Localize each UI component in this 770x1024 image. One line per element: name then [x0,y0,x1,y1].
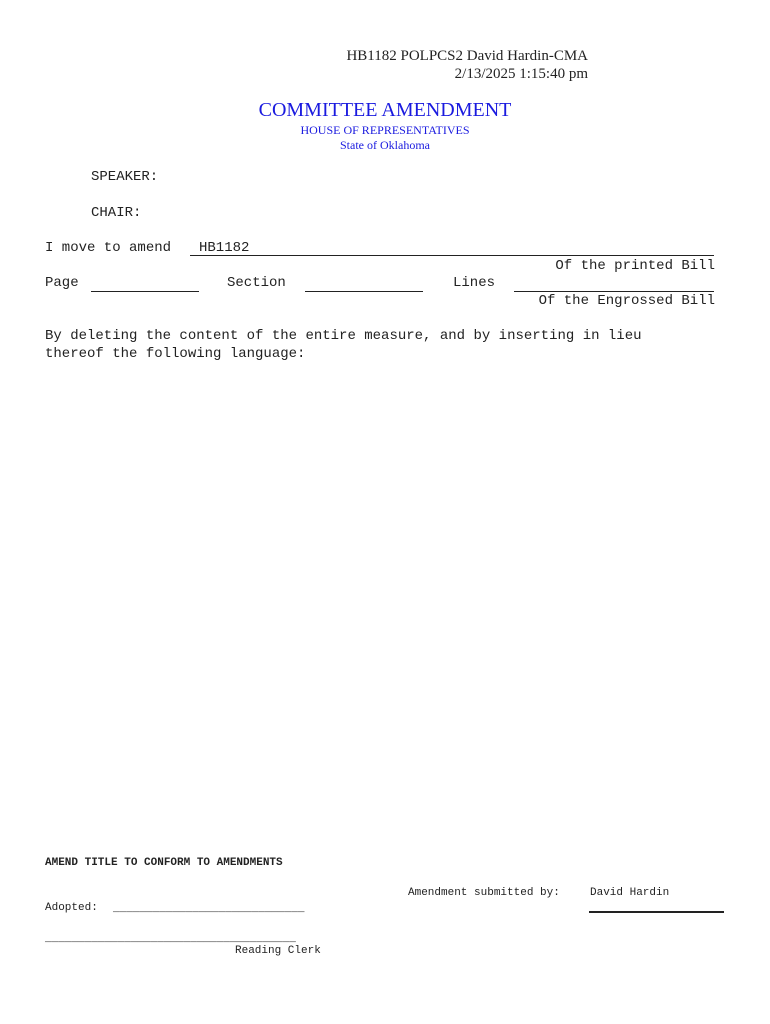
printed-bill-label: Of the printed Bill [555,258,715,274]
page-blank [91,291,199,292]
reading-clerk-label: Reading Clerk [235,945,321,957]
submitted-by-label: Amendment submitted by: [408,887,560,899]
bill-number-value: HB1182 [199,240,250,256]
submitted-by-name: David Hardin [590,887,670,899]
engrossed-bill-label: Of the Engrossed Bill [538,293,715,309]
submitted-by-underline [589,911,724,913]
speaker-label: SPEAKER: [91,169,159,185]
reading-clerk-blank: ______________________________________ [45,933,296,945]
adopted-blank: _____________________________ [113,903,305,915]
lines-label: Lines [453,275,496,291]
chair-label: CHAIR: [91,205,142,221]
move-to-amend-label: I move to amend [45,240,172,256]
amendment-body-line-1: By deleting the content of the entire measure, and by inserting in lieu [45,328,642,344]
page-label: Page [45,275,79,291]
section-blank [305,291,423,292]
header-timestamp: 2/13/2025 1:15:40 pm [454,66,588,82]
state-subtitle: State of Oklahoma [340,138,430,152]
adopted-label: Adopted: [45,902,98,914]
document-title: COMMITTEE AMENDMENT [258,99,512,121]
header-bill-line: HB1182 POLPCS2 David Hardin-CMA [346,48,588,64]
amendment-body-line-2: thereof the following language: [45,346,306,362]
bill-number-underline [190,255,714,256]
house-subtitle: HOUSE OF REPRESENTATIVES [300,123,470,137]
amend-title-heading: AMEND TITLE TO CONFORM TO AMENDMENTS [45,857,283,869]
section-label: Section [227,275,286,291]
lines-blank [514,291,714,292]
